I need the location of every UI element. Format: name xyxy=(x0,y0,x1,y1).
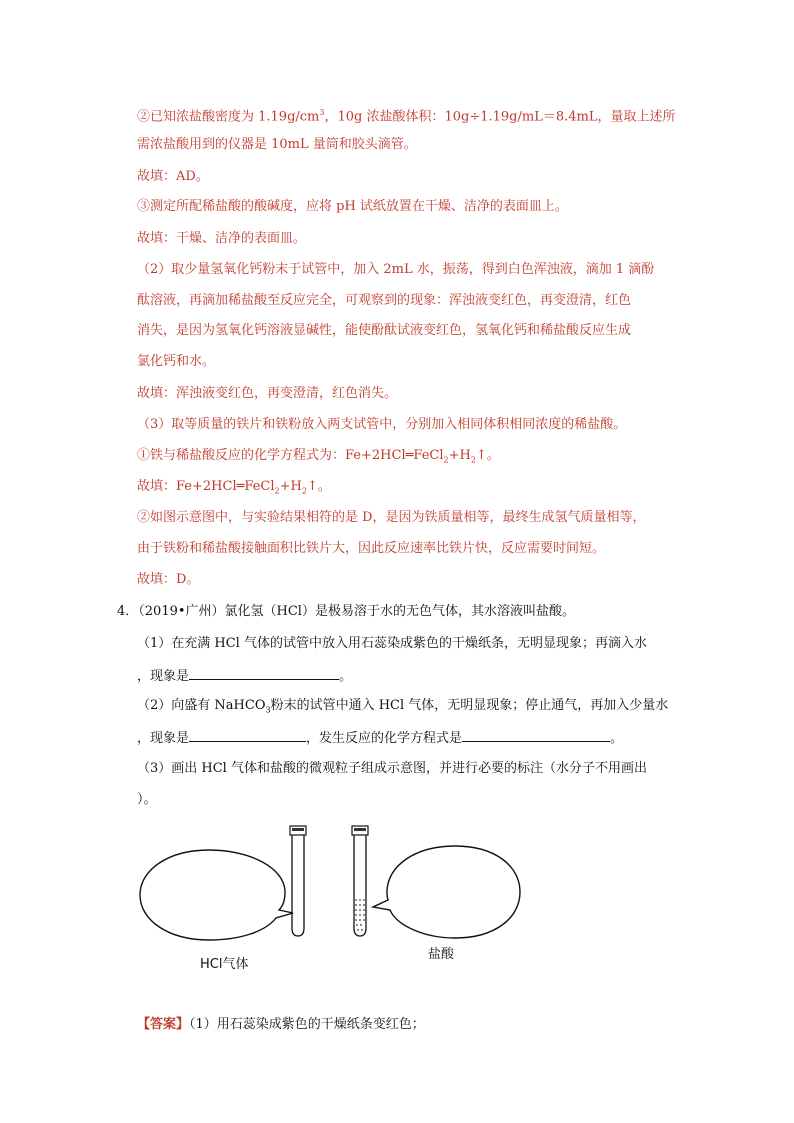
text-line: 故填：干燥、洁净的表面皿。 xyxy=(137,231,307,246)
text-segment: 粉末的试管中通入 HCl 气体，无明显现象；停止通气，再加入少量水 xyxy=(270,698,669,713)
text-line: 酞溶液，再滴加稀盐酸至反应完全，可观察到的现象：浑浊液变红色，再变澄清，红色 xyxy=(137,293,632,308)
answer-blank[interactable] xyxy=(189,666,339,680)
subscript: 2 xyxy=(470,455,476,465)
text-segment: ，发生反应的化学方程式是 xyxy=(306,731,463,746)
text-line: （2）取少量氢氧化钙粉末于试管中，加入 2mL 水，振荡，得到白色浑浊液，滴加 1 滴酚 xyxy=(137,262,655,277)
text-line: （3）取等质量的铁片和铁粉放入两支试管中，分别加入相同体积相同浓度的稀盐酸。 xyxy=(137,417,627,432)
question-part-2 xyxy=(137,697,668,720)
text-segment: +H xyxy=(448,448,471,463)
text-line: ②如图示意图中，与实验结果相符的是 D，是因为铁质量相等，最终生成氢气质量相等， xyxy=(137,510,646,525)
answer-blank[interactable] xyxy=(189,728,306,742)
superscript: 3 xyxy=(319,108,325,117)
answer-text: （1）用石蕊染成紫色的干燥纸条变红色； xyxy=(189,1017,425,1032)
question-part-3-cont: ）。 xyxy=(137,792,157,807)
answer-blank[interactable] xyxy=(462,728,610,742)
text-segment: ①铁与稀盐酸反应的化学方程式为：Fe+2HCl═FeCl xyxy=(137,448,444,463)
text-line: 消失，是因为氢氧化钙溶液显碱性，能使酚酞试液变红色，氢氧化钙和稀盐酸反应生成 xyxy=(137,323,632,338)
right-tube-cap-band xyxy=(354,828,366,831)
question-stem: 4．（2019•广州）氯化氢（HCl）是极易溶于水的无色气体，其水溶液叫盐酸。 xyxy=(117,604,575,619)
particle-diagram xyxy=(135,820,535,970)
text-line: 故填：AD。 xyxy=(137,169,209,184)
text-line: 氯化钙和水。 xyxy=(137,354,216,369)
liquid-dashes xyxy=(355,900,365,930)
text-line: 故填：浑浊液变红色，再变澄清，红色消失。 xyxy=(137,386,398,401)
subscript: 2 xyxy=(301,486,307,496)
question-part-3: （3）画出 HCl 气体和盐酸的微观粒子组成示意图，并进行必要的标注（水分子不用画出 xyxy=(137,761,647,776)
text-segment: ↑。 xyxy=(475,448,500,463)
text-line: 故填：D。 xyxy=(137,572,200,587)
left-speech-bubble xyxy=(140,850,293,940)
left-test-tube xyxy=(292,835,304,936)
text-segment: 。 xyxy=(339,669,353,684)
text-line: 需浓盐酸用到的仪器是 10mL 量筒和胶头滴管。 xyxy=(137,137,417,152)
question-part-2-answer-line xyxy=(137,728,623,748)
subscript: 3 xyxy=(265,705,271,715)
subscript: 2 xyxy=(443,455,449,465)
left-caption: HCl气体 xyxy=(200,957,249,972)
right-test-tube xyxy=(354,835,366,936)
text-segment: ↑。 xyxy=(306,479,331,494)
text-line xyxy=(137,104,675,126)
subscript: 2 xyxy=(274,486,280,496)
question-part-1-answer-line xyxy=(137,666,352,686)
text-segment: ，10g 浓盐酸体积：10g÷1.19g/mL＝8.4mL，量取上述所 xyxy=(324,109,676,125)
text-segment: ②已知浓盐酸密度为 1.19g/cm xyxy=(137,109,320,125)
text-segment: 故填：Fe+2HCl═FeCl xyxy=(137,479,275,494)
answer-tag: 【答案】 xyxy=(137,1017,190,1032)
text-segment: ，现象是 xyxy=(137,669,190,684)
text-line: ③测定所配稀盐酸的酸碱度，应将 pH 试纸放置在干燥、洁净的表面皿上。 xyxy=(137,199,568,214)
text-line: 由于铁粉和稀盐酸接触面积比铁片大，因此反应速率比铁片快，反应需要时间短。 xyxy=(137,541,606,556)
text-segment: （2）向盛有 NaHCO xyxy=(137,698,266,713)
question-part-1: （1）在充满 HCl 气体的试管中放入用石蕊染成紫色的干燥纸条，无明显现象；再滴入水 xyxy=(137,636,647,651)
text-segment: +H xyxy=(279,479,302,494)
left-tube-cap-band xyxy=(292,828,304,831)
right-speech-bubble xyxy=(373,846,520,938)
text-segment: ，现象是 xyxy=(137,731,190,746)
text-line xyxy=(137,478,331,501)
right-caption: 盐酸 xyxy=(428,947,455,962)
answer-line xyxy=(137,1016,425,1034)
text-segment: 。 xyxy=(610,731,624,746)
text-line xyxy=(137,447,500,470)
